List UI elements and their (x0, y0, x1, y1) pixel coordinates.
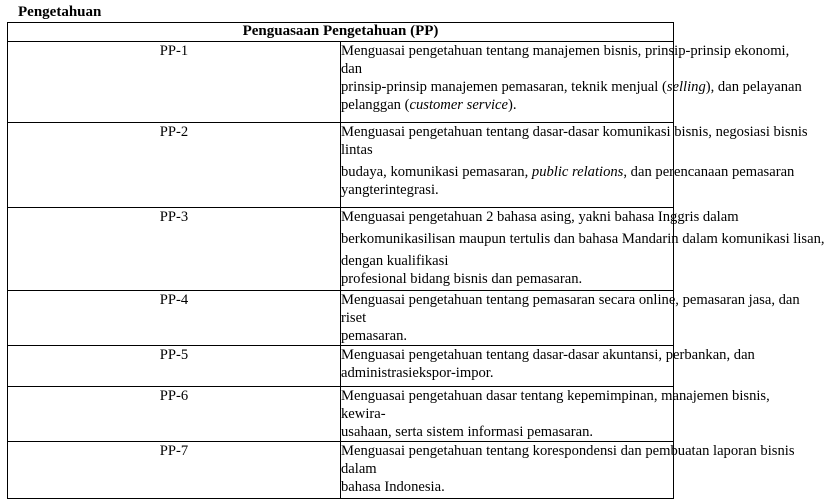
table-row (8, 208, 674, 291)
description-line: Menguasai pengetahuan tentang dasar-dasar komunikasi bisnis, negosiasi bisnis (341, 124, 808, 140)
line-text: , dan perencanaan pemasaran (623, 164, 795, 180)
description-line: dan (341, 61, 363, 77)
description-line: Menguasai pengetahuan 2 bahasa asing, yakni bahasa Inggris dalam (341, 209, 739, 225)
line-text: prinsip-prinsip manajemen pemasaran, teknik menjual ( (341, 79, 667, 95)
description-line: dalam (341, 461, 377, 477)
description-line: Menguasai pengetahuan tentang manajemen bisnis, prinsip-prinsip ekonomi, (341, 43, 790, 59)
description-line: Menguasai pengetahuan tentang dasar-dasar akuntansi, perbankan, dan (341, 347, 755, 363)
italic-term: selling (666, 79, 706, 95)
competency-code: PP-3 (8, 208, 341, 291)
description-line: usahaan, serta sistem informasi pemasaran. (341, 424, 594, 440)
description-line: bahasa Indonesia. (341, 479, 445, 495)
competency-table (7, 22, 825, 499)
description-line (341, 163, 795, 181)
section-title: Pengetahuan (18, 4, 102, 20)
description-line: berkomunikasilisan maupun tertulis dan bahasa Mandarin dalam komunikasi lisan, (341, 231, 825, 247)
description-line: administrasiekspor-impor. (341, 365, 494, 381)
competency-code: PP-5 (8, 346, 341, 387)
table-header-row (8, 23, 674, 42)
description-line: yangterintegrasi. (341, 182, 439, 198)
competency-code: PP-7 (8, 442, 341, 499)
competency-description (341, 442, 795, 499)
competency-description (341, 123, 808, 208)
table-row (8, 291, 674, 346)
competency-description (341, 42, 802, 123)
table-header: Penguasaan Pengetahuan (PP) (8, 23, 674, 42)
line-text: pelanggan ( (341, 97, 410, 113)
description-line: riset (341, 310, 367, 326)
table-row (8, 42, 674, 123)
table-row (8, 123, 674, 208)
competency-description (341, 208, 825, 291)
line-text: ). (507, 97, 517, 113)
competency-code: PP-6 (8, 387, 341, 442)
description-line (341, 96, 673, 114)
italic-term: customer service (409, 97, 508, 113)
table-row (8, 442, 674, 499)
description-line: kewira- (341, 406, 386, 422)
description-line: Menguasai pengetahuan tentang pemasaran secara online, pemasaran jasa, dan (341, 292, 800, 308)
competency-description (341, 387, 770, 442)
competency-description (341, 291, 800, 346)
line-text: budaya, komunikasi pemasaran, (341, 164, 532, 180)
description-line: lintas (341, 142, 373, 158)
table-row (8, 346, 674, 387)
competency-code: PP-1 (8, 42, 341, 123)
description-line: profesional bidang bisnis dan pemasaran. (341, 271, 583, 287)
description-line: Menguasai pengetahuan dasar tentang kepemimpinan, manajemen bisnis, (341, 388, 770, 404)
description-line: Menguasai pengetahuan tentang korespondensi dan pembuatan laporan bisnis (341, 443, 795, 459)
competency-code: PP-2 (8, 123, 341, 208)
description-line: pemasaran. (341, 328, 408, 344)
description-line: dengan kualifikasi (341, 253, 449, 269)
competency-code: PP-4 (8, 291, 341, 346)
description-line (341, 78, 802, 96)
competency-description (341, 346, 755, 387)
table-row (8, 387, 674, 442)
italic-term: public relations (531, 164, 624, 180)
line-text: ), dan pelayanan (705, 79, 802, 95)
